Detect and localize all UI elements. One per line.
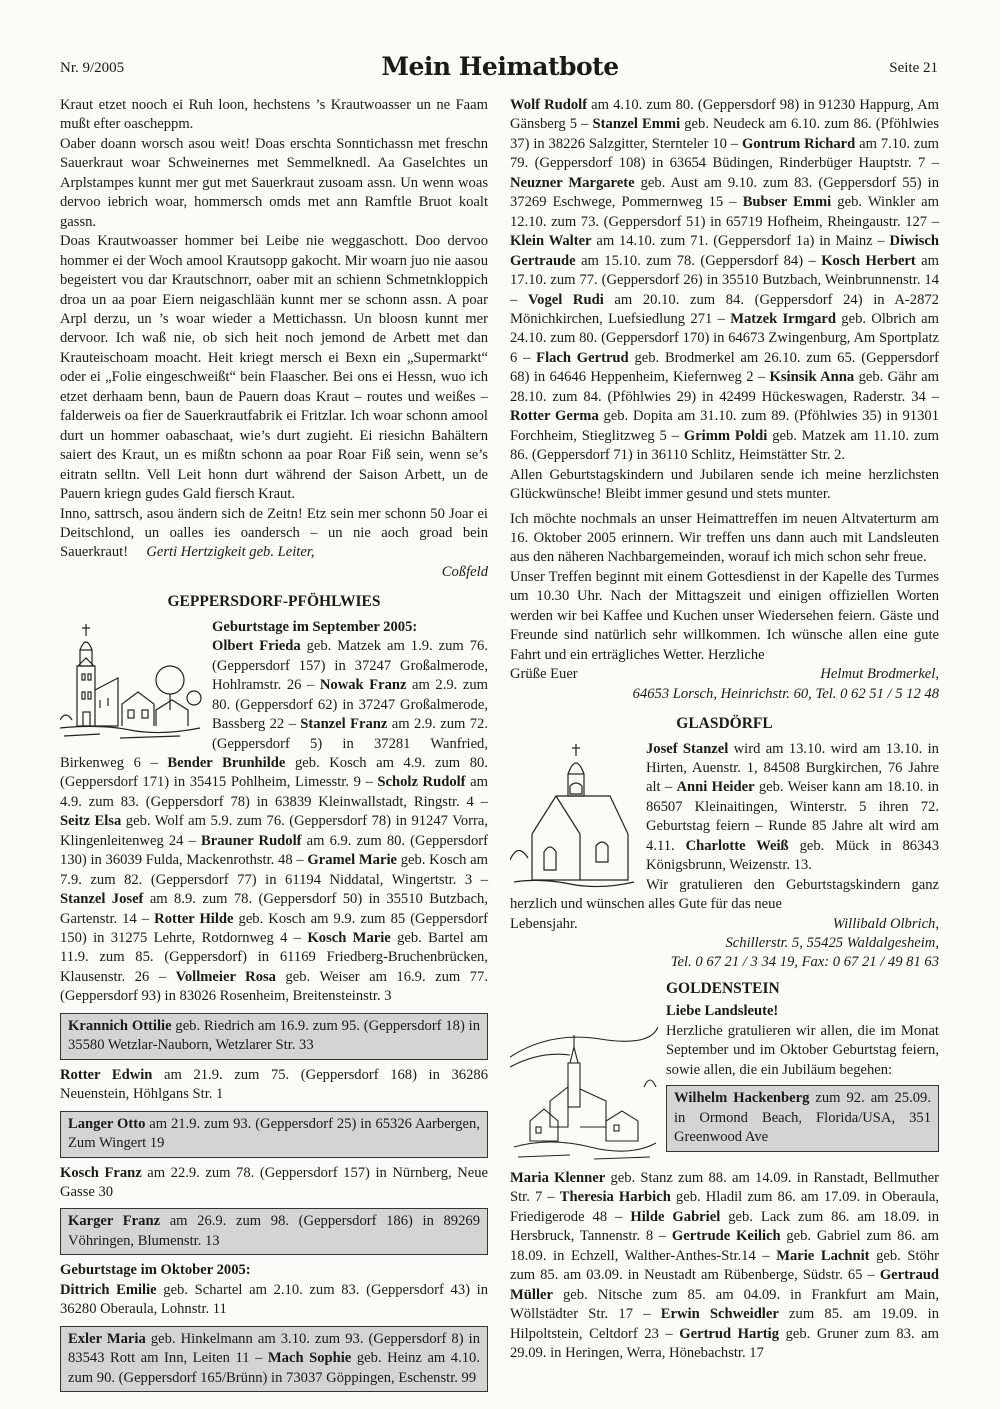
signature-name: Helmut Brodmerkel, [820,666,939,683]
entry-text: geb. Wolf am 5.9. zum 76. (Geppersdorf 78) in 91247 Vorra, Klingenleitenweg 24 – [60,813,488,849]
entry-text: am 2.9. zum 80. (Geppersdorf 62) in 37247 Großalmerode, Bassberg 22 – [212,677,488,733]
entry-text: am 7.10. zum 79. (Geppersdorf 108) in 63654 Büdingen, Rinderbüger Hauptstr. 7 – [510,135,939,172]
person-name: Gertrud Hartig [679,1325,780,1342]
meeting-paragraph: Ich möchte nochmals an unser Heimattreffen im neuen Altvaterturm am 16. Oktober 2005 erinnern. Wir treffen uns dann auch mit Landsleuten aus den näheren Nachbargemeinden, worauf ich mich schon sehr freue. [510,510,939,566]
goldenstein-entries [510,1169,939,1364]
person-name: Theresia Harbich [559,1189,671,1206]
person-name: Karger Franz [68,1213,161,1230]
signature-phone: Tel. 0 67 21 / 3 34 19, Fax: 0 67 21 / 49 81 63 [670,954,939,971]
entry-text: geb. Mück in 86343 Königsbrunn, Weizenstr. 13. [646,837,939,874]
entry-text: geb. Gruner zum 83. am 29.09. in Heringen, Werra, Hönebachstr. 17 [510,1325,939,1362]
entry-text: zum 92. am 25.09. in Ormond Beach, Florida/USA, 351 Greenwood Ave [674,1090,931,1146]
person-name: Josef Stanzel [646,740,729,757]
birthday-list-october [510,96,939,466]
person-name: Seitz Elsa [60,813,122,830]
person-name: Gramel Marie [307,852,397,869]
birthday-entry [60,1281,488,1320]
person-name: Neuzner Margarete [510,174,635,191]
birthday-entry [60,1066,488,1105]
section-heading-geppersdorf: GEPPERSDORF-PFÖHLWIES [167,593,381,611]
subheading-october [60,1261,488,1280]
entry-text: geb. Stöhr zum 85. am 03.09. in Neustadt am Rübenberge, Südstr. 65 – [510,1247,939,1284]
person-name: Stanzel Emmi [592,116,681,133]
entry-text: am 15.10. zum 78. (Geppersdorf 84) – [575,252,822,269]
person-name: Stanzel Franz [300,716,388,733]
entry-text: geb. Kosch am 9.9. zum 85 (Geppersdorf 150) in 31275 Lehrte, Rotdornweg 4 – [60,910,489,947]
issue-number: Nr. 9/2005 [60,60,125,76]
entry-text: geb. Heinz am 4.10. zum 90. (Geppersdorf 165/Brünn) in 73037 Göppingen, Eschenstr. 99 [68,1350,480,1386]
person-name: Bubser Emmi [742,194,832,211]
entry-text: geb. Schartel am 2.10. zum 83. (Geppersdorf 43) in 36280 Oberaula, Lohnstr. 11 [60,1281,488,1318]
person-name: Maria Klenner [510,1169,606,1186]
entry-text: am 17.10. zum 77. (Geppersdorf 26) in 35510 Butzbach, Weinbrunnenstr. 14 – [510,252,940,308]
goldenstein-block [510,979,939,1169]
person-name: Kosch Franz [60,1164,142,1181]
goldenstein-intro: Herzliche gratulieren wir allen, die im Monat September und im Oktober Geburtstag feiern, sowie allen, die ein Jubiläum begehen: [666,1022,939,1078]
dialect-paragraph: Doas Krautwoasser hommer bei Leibe nie weggaschott. Doo dervoo hommer ei der Woch amool Krautsopp gakocht. Mir woarn juo nie aasou begeistert vou dar Krautschnorr, oaber mit an schienn Schmetnkloppich droa un aa poar Eiern neigaschlään kunnt mer se schonn assn. A poar Arpl derzu, un ’s woar wieder a Mettichassn. Un bloosn kunnt mer dervoor. Ich waß nie, ob sich heit noch jemond de Arbett met dan Krauteischoam moacht. Heit kriegt mersch ei Bexn ein „Supermarkt“ oder ei „Folie eingeschweißt“ bein Flaascher. Bei ons ei Hessn, wuo ich etzet derhaam benn, baun de Pauern doas Kraut – routes und weißes – falderweis oa fier de Sauerkrautfabrik ei Fritzlar. Ich woar schonn amool durt un hommer oabaschaat, wie’s durt zugieht. Ei riesichn Bahältern saiert des Kraut, un es mißtn schonn aa poar Roar Fiß sein, wenn se’s eitratn selltn. Vell Leit honn durt während der Saison Arbett, un de Pauern kriegn gudes Gald fiersch Kraut. [60,233,488,503]
highlight-box-exler [60,1326,488,1392]
greeting-text: Liebe Landsleute! [666,1003,779,1020]
entry-text: geb. Lack zum 86. am 18.09. in Hersbruck, Tannenstr. 8 – [510,1208,939,1245]
person-name: Wolf Rudolf [510,97,588,113]
person-name: Marie Lachnit [776,1247,870,1264]
entry-text: geb. Bartel am 11.9. zum 85. (Geppersdorf) in 61169 Friedberg-Bruchenbrücken, Klausenstr. 26 – [60,930,488,985]
glasdoerfl-signature-row [510,915,939,934]
entry-text: am 22.9. zum 78. (Geppersdorf 157) in Nürnberg, Neue Gasse 30 [60,1164,488,1201]
signature-name: Willibald Olbrich, [832,915,939,932]
highlight-box-krannich [60,1013,488,1060]
person-name: Kosch Herbert [821,252,916,269]
person-name: Flach Gertrud [536,349,629,366]
entry-text: geb. Weiser am 16.9. zum 77. (Geppersdorf 93) in 83026 Rosenheim, Breitensteinstr. 3 [60,968,488,1005]
entry-text: geb. Matzek am 11.10. zum 86. (Geppersdorf 71) in 36110 Schlitz, Heimstätter Str. 2. [510,427,939,464]
person-name: Exler Maria [68,1330,146,1347]
goldenstein-greeting [666,1002,939,1021]
entry-text: zum 85. am 19.09. in Hilpoltstein, Celtdorf 23 – [510,1306,939,1342]
person-name: Gertraud Müller [510,1267,939,1303]
person-name: Brauner Rudolf [200,832,302,849]
wishes-paragraph: Allen Geburtstagskindern und Jubilaren sende ich meine herzlichsten Glückwünsche! Bleibt immer gesund und stets munter. [510,466,939,503]
entry-text: geb. Gähr am 28.10. zum 84. (Pföhlwies 29) in 42499 Hückeswagen, Raderstr. 34 – [510,369,940,405]
person-name: Nowak Franz [319,677,407,694]
subheading-text: Geburtstage im Oktober 2005: [60,1262,251,1279]
glasdoerfl-wishes: Wir gratulieren den Geburtstagskindern ganz herzlich und wünschen alles Gute für das neue [510,876,939,913]
section-heading-goldenstein: GOLDENSTEIN [666,979,780,997]
person-name: Ksinsik Anna [769,369,855,386]
entry-text: am 6.9. zum 80. (Geppersdorf 130) in 36039 Fulda, Mackenrothstr. 48 – [60,832,488,869]
person-name: Stanzel Josef [60,891,144,908]
entry-text: geb. Weiser kann am 18.10. in 86507 Kleinaitingen, Winterstr. 5 ihren 72. Geburtstag feiern – Runde 85 Jahre alt wird am 4.11. [646,779,939,854]
chapel-illustration [510,742,636,890]
person-name: Mach Sophie [267,1350,352,1367]
lebensjahr-text: Lebensjahr. [510,915,578,932]
section-heading-glasdoerfl: GLASDÖRFL [676,715,773,733]
person-name: Rotter Hilde [154,910,234,927]
highlight-box-karger [60,1208,488,1255]
person-name: Krannich Ottilie [68,1017,172,1034]
goldenstein-text [666,979,939,1158]
entry-text: geb. Winkler am 12.10. zum 73. (Geppersdorf 51) in 65719 Hofheim, Rheingaustr. 127 – [510,194,939,230]
entry-text: geb. Kosch am 4.9. zum 80. (Geppersdorf 171) in 35415 Pohlheim, Limesstr. 9 – [60,754,488,791]
person-name: Rotter Germa [510,408,599,425]
entry-text: geb. Kosch am 7.9. zum 82. (Geppersdorf 77) in 61194 Niddatal, Wingertstr. 3 – [60,852,489,888]
highlight-box-langer [60,1111,488,1158]
subheading-text: Geburtstage im September 2005: [212,618,418,635]
person-name: Dittrich Emilie [60,1281,157,1298]
entry-text: am 14.10. zum 71. (Geppersdorf 1a) in Mainz – [591,233,890,250]
left-column [60,96,488,1398]
person-name: Grimm Poldi [683,427,768,444]
dialect-text: Inno, sattrsch, asou ändern sich de Zeitn! Etz sein mer schonn 50 Joar ei Deitschlond, un oalles ies oandersch – un nie aoch groad bein Sauerkraut! [60,505,488,561]
signature-address: 64653 Lorsch, Heinrichstr. 60, Tel. 0 62 51 / 5 12 48 [632,685,939,702]
church-village-illustration [60,620,202,744]
entry-text: geb. Neudeck am 6.10. zum 86. (Pföhlwies 37) in 38226 Salzgitter, Sternteler 10 – [510,116,940,152]
page-number: Seite 21 [889,60,938,76]
person-name: Anni Heider [676,779,755,796]
person-name: Charlotte Weiß [685,837,789,854]
signature-row [510,665,939,684]
entry-text: am 26.9. zum 98. (Geppersdorf 186) in 89269 Vöhringen, Blumenstr. 13 [68,1213,480,1249]
person-name: Klein Walter [510,233,592,250]
entry-text: geb. Hinkelmann am 3.10. zum 93. (Geppersdorf 8) in 83543 Rott am Inn, Leiten 11 – [68,1330,481,1367]
person-name: Bender Brunhilde [167,754,286,771]
entry-text: am 20.10. zum 84. (Geppersdorf 24) in A-2872 Mönichkirchen, Luefsiedlung 271 – [510,291,939,327]
person-name: Wilhelm Hackenberg [674,1090,810,1107]
person-name: Gertrude Keilich [671,1228,781,1245]
entry-text: am 4.9. zum 83. (Geppersdorf 78) in 63839 Kleinwallstadt, Ringstr. 4 – [60,774,488,810]
person-name: Matzek Irmgard [730,310,836,327]
entry-text: am 2.9. zum 72. (Geppersdorf 5) in 37281 Wanfried, Birkenweg 6 – [60,716,489,771]
entry-text: geb. Nitsche zum 85. am 04.09. in Frankfurt am Main, Wöllstädter Str. 17 – [510,1286,939,1323]
entry-text: geb. Riedrich am 16.9. zum 95. (Geppersdorf 18) in 35580 Wetzlar-Nauborn, Wetzlarer Str. 33 [68,1017,481,1054]
person-name: Olbert Frieda [212,638,301,655]
person-name: Hilde Gabriel [630,1208,721,1225]
masthead-title: Mein Heimatbote [381,52,619,81]
person-name: Gontrum Richard [741,135,856,152]
person-name: Kosch Marie [307,930,391,947]
signature-address: Schillerstr. 5, 55425 Waldalgesheim, [725,935,939,952]
entry-text: am 8.9. zum 78. (Geppersdorf 50) in 35510 Butzbach, Gartenstr. 14 – [60,891,488,927]
greeting-text: Grüße Euer [510,666,578,683]
person-name: Vollmeier Rosa [175,968,276,985]
author-signature: Gerti Hertzigkeit geb. Leiter, [146,544,315,561]
entry-text: wird am 13.10. wird am 13.10. in Hirten, Auenstr. 1, 84508 Burgkirchen, 76 Jahre alt – [646,740,939,796]
birthday-entry [60,1164,488,1203]
person-name: Vogel Rudi [527,291,604,308]
entry-text: geb. Stanz zum 88. am 14.09. in Ranstadt, Bellmuther Str. 7 – [510,1169,939,1206]
person-name: Rotter Edwin [60,1066,153,1083]
entry-text: geb. Dopita am 31.10. zum 89. (Pföhlwies 35) in 91301 Forchheim, Stieglitzweg 5 – [510,408,939,444]
entry-text: am 4.10. zum 80. (Geppersdorf 98) in 91230 Happurg, Am Gänsberg 5 – [510,97,939,133]
dialect-paragraph: Oaber doann worsch asou weit! Doas erschta Sonntichassn met freschn Sauerkraut woar Schweinernes met Semmelknedl. Aa Gaselchtes un Arplstampes kunnt mer gut met Sauerkraut zusoam assn. Un wenn woas dervoo iebrich woar, hommersch omds met ann Ramftle Bruot koalt gassn. [60,135,488,230]
dialect-paragraph [60,505,488,563]
highlight-box-hackenberg [666,1085,939,1151]
entry-text: geb. Brodmerkel am 26.10. zum 65. (Geppersdorf 68) in 64646 Heppenheim, Kiefernweg 2 – [510,349,940,386]
person-name: Langer Otto [68,1115,146,1132]
entry-text: geb. Olbrich am 24.10. zum 80. (Geppersdorf 170) in 64673 Zwingenburg, Am Sportplatz 6 – [510,310,940,366]
entry-text: geb. Gabriel zum 86. am 18.09. in Echzell, Walther-Anthes-Str.14 – [510,1228,939,1264]
entry-text: geb. Aust am 9.10. zum 83. (Geppersdorf 55) in 37269 Eschwege, Pommernweg 15 – [510,174,939,211]
meeting-paragraph: Unser Treffen beginnt mit einem Gottesdienst in der Kapelle des Turmes um 10.30 Uhr. Nach der Mittagszeit und einigen offiziellen Worten werden wir bei Kaffee und Kuchen unser Wiedersehen feiern. Gäste und Freunde sind natürlich sehr willkommen. Ich wünsche allen eine gute Fahrt und ein erträgliches Wetter. Herzliche [510,568,939,663]
right-column [510,96,939,1363]
entry-text: am 21.9. zum 75. (Geppersdorf 168) in 36286 Neuenstein, Höhlgans Str. 1 [60,1066,488,1103]
entry-text: geb. Hladil zum 86. am 17.09. in Oberaula, Friedigerode 48 – [510,1189,939,1225]
dialect-paragraph: Kraut etzet nooch ei Ruh loon, hechstens ’s Krautwoasser un ne Faam mußt efter oascheppm. [60,97,488,133]
person-name: Diwisch Gertraude [510,233,939,269]
entry-text: geb. Matzek am 1.9. zum 76. (Geppersdorf 157) in 37247 Großalmerode, Hohlramstr. 26 – [212,638,488,694]
person-name: Scholz Rudolf [377,774,466,791]
person-name: Erwin Schweidler [660,1306,779,1323]
author-place: Coßfeld [441,563,488,580]
entry-text: am 21.9. zum 93. (Geppersdorf 25) in 65326 Aarbergen, Zum Wingert 19 [68,1115,480,1152]
town-church-illustration [510,1017,658,1169]
